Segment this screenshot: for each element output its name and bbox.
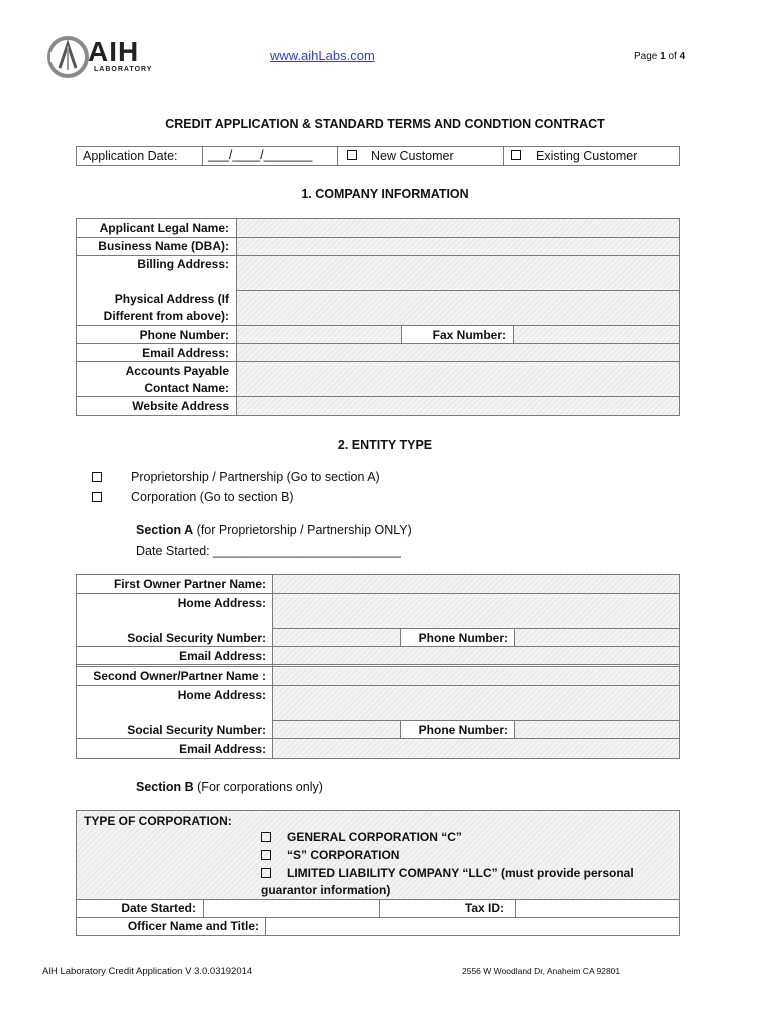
officer-label: Officer Name and Title: xyxy=(127,919,259,933)
existing-customer-label: Existing Customer xyxy=(536,149,638,163)
type-of-corporation-label: TYPE OF CORPORATION: xyxy=(84,814,232,828)
ap-label-1: Accounts Payable xyxy=(125,364,229,378)
page-indicator xyxy=(634,51,685,62)
ssn-input[interactable] xyxy=(273,629,400,646)
tax-id-label: Tax ID: xyxy=(464,901,504,915)
first-owner-label: First Owner Partner Name: xyxy=(113,577,266,591)
section-b-note: (For corporations only) xyxy=(197,780,323,794)
corp-date-label: Date Started: xyxy=(121,901,196,915)
home-address-input[interactable] xyxy=(273,594,679,628)
page-title: CREDIT APPLICATION & STANDARD TERMS AND CONDTION CONTRACT xyxy=(165,117,605,131)
fax-input[interactable] xyxy=(513,326,679,343)
corporation-checkbox[interactable] xyxy=(92,492,102,502)
footer-version: AIH Laboratory Credit Application V 3.0.03192014 xyxy=(42,966,253,977)
ap-contact-input[interactable] xyxy=(237,362,679,396)
company-info-table xyxy=(76,218,680,416)
section-a-date-started[interactable]: Date Started: ___________________________ xyxy=(136,544,401,558)
section1-heading: 1. COMPANY INFORMATION xyxy=(301,187,469,201)
owners-table xyxy=(76,574,680,759)
application-row xyxy=(76,146,680,166)
logo-text: AIH xyxy=(88,36,140,67)
corp-llc-label: LIMITED LIABILITY COMPANY “LLC” (must provide personal xyxy=(287,866,634,880)
owner-email-2-label: Email Address: xyxy=(179,742,266,756)
section-a-title xyxy=(136,523,412,537)
home-address-2-label: Home Address: xyxy=(177,688,266,702)
owner-phone-input[interactable] xyxy=(514,629,679,646)
fax-label: Fax Number: xyxy=(432,328,506,342)
owner-phone-2-label: Phone Number: xyxy=(418,723,508,737)
billing-address-input[interactable] xyxy=(237,256,679,290)
dba-input[interactable] xyxy=(237,238,679,255)
website-input[interactable] xyxy=(237,397,679,415)
page-of: of xyxy=(668,51,677,62)
new-customer-label: New Customer xyxy=(371,149,454,163)
corp-date-input[interactable] xyxy=(204,900,378,917)
section-b-title xyxy=(136,780,323,794)
section-a-note: (for Proprietorship / Partnership ONLY) xyxy=(196,523,412,537)
physical-address-input[interactable] xyxy=(237,291,679,325)
owner-email-label: Email Address: xyxy=(179,649,266,663)
phone-input[interactable] xyxy=(237,326,401,343)
email-label: Email Address: xyxy=(142,346,229,360)
physical-label-1: Physical Address (If xyxy=(114,292,229,306)
legal-name-input[interactable] xyxy=(237,219,679,237)
new-customer-checkbox[interactable] xyxy=(347,150,357,160)
section-b-name: Section B xyxy=(136,780,194,794)
existing-customer-checkbox[interactable] xyxy=(511,150,521,160)
officer-input[interactable] xyxy=(266,918,679,935)
application-date-field[interactable]: ___/____/_______ xyxy=(208,148,313,162)
page-prefix: Page xyxy=(634,51,658,62)
page-total: 4 xyxy=(679,51,686,62)
second-owner-input[interactable] xyxy=(273,668,679,685)
second-owner-label: Second Owner/Partner Name : xyxy=(93,669,266,683)
email-input[interactable] xyxy=(237,344,679,361)
application-date-label: Application Date: xyxy=(83,149,178,163)
corp-llc-checkbox[interactable] xyxy=(261,868,271,878)
corp-c-checkbox[interactable] xyxy=(261,832,271,842)
section2-heading: 2. ENTITY TYPE xyxy=(337,438,433,452)
owner-phone-2-input[interactable] xyxy=(514,721,679,738)
proprietorship-checkbox[interactable] xyxy=(92,472,102,482)
ssn-2-input[interactable] xyxy=(273,721,400,738)
page-number: 1 xyxy=(660,51,666,62)
phone-label: Phone Number: xyxy=(139,328,229,342)
proprietorship-label: Proprietorship / Partnership (Go to section A) xyxy=(131,470,380,484)
company-logo xyxy=(46,32,166,82)
owner-email-2-input[interactable] xyxy=(273,739,679,758)
section-a-name: Section A xyxy=(136,523,194,537)
physical-label-2: Different from above): xyxy=(103,309,229,323)
billing-label: Billing Address: xyxy=(137,257,229,271)
ssn-label: Social Security Number: xyxy=(127,631,266,645)
ap-label-2: Contact Name: xyxy=(144,381,229,395)
tax-id-input[interactable] xyxy=(516,900,679,917)
corporation-table xyxy=(76,810,680,936)
legal-name-label: Applicant Legal Name: xyxy=(99,221,229,235)
dba-label: Business Name (DBA): xyxy=(98,239,229,253)
home-address-2-input[interactable] xyxy=(273,686,679,720)
owner-email-input[interactable] xyxy=(273,647,679,664)
corp-s-label: “S” CORPORATION xyxy=(287,848,400,862)
footer-address: 2556 W Woodland Dr, Anaheim CA 92801 xyxy=(462,966,621,976)
first-owner-input[interactable] xyxy=(273,575,679,593)
owner-phone-label: Phone Number: xyxy=(418,631,508,645)
website-link[interactable]: www.aihLabs.com xyxy=(270,48,375,63)
corp-c-label: GENERAL CORPORATION “C” xyxy=(287,830,462,844)
home-address-label: Home Address: xyxy=(177,596,266,610)
corporation-label: Corporation (Go to section B) xyxy=(131,490,294,504)
website-label: Website Address xyxy=(132,399,229,413)
corp-s-checkbox[interactable] xyxy=(261,850,271,860)
logo-subtext: LABORATORY xyxy=(94,66,153,73)
ssn-2-label: Social Security Number: xyxy=(127,723,266,737)
corp-llc-label-2: guarantor information) xyxy=(261,883,391,897)
